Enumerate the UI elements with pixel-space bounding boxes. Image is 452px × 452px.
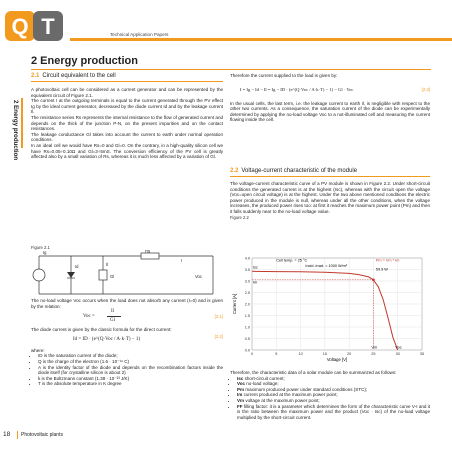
- list-item: • k is the Boltzmann constant (1.38 · 10⁻²³ J/K): [38, 376, 223, 382]
- section-heading-text: Circuit equivalent to the cell: [42, 73, 116, 79]
- paragraph: The voltage-current characteristic curve of a PV module is shown in Figure 2.2. Under short-circuit conditions the generated current is at the highest (Isc), whereas with the circuit open the voltage (Voc=open circuit voltage) is at the highest. Under the two above mentioned conditions the electric power produced in the module is null, whereas under all the other conditions, when the voltage increases, the produced power rises too: at first it reaches the maximum power point (Pm) and then it falls suddenly near to the no-load voltage value.: [230, 181, 430, 214]
- y-tick-label: 2.0: [244, 302, 250, 307]
- page-number: 18: [3, 431, 11, 438]
- header-text: Technical Application Papers: [110, 32, 169, 37]
- x-tick-label: 20: [347, 352, 352, 356]
- sec21-lower: [31, 298, 223, 387]
- annotation-irradiance: Incid. irrad. = 1000 W/m²: [305, 264, 348, 269]
- list-item: • A is the identity factor of the diode and depends on the recombination factors inside the diode itself (for crystalline silicon is about 2): [38, 365, 223, 376]
- paragraph: The diode current is given by the classic formula for the direct current:: [31, 327, 172, 333]
- x-tick-label: 25: [371, 352, 376, 356]
- x-tick-label: 35: [419, 352, 425, 356]
- equation-2-3: [230, 79, 430, 101]
- label-i: I: [181, 258, 183, 263]
- side-label-text: 2 Energy production: [12, 100, 19, 161]
- logo-letter-t: T: [41, 14, 55, 39]
- x-tick-label: 10: [298, 352, 303, 356]
- paragraph: The resistance series Rs represents the internal resistance to the flow of generated current and depends on the thick of the junction P-N, on the present impurities and on the contact resistances.: [31, 114, 223, 132]
- y-axis-label: Current [A]: [232, 293, 237, 315]
- label-voc: Voc: [195, 274, 202, 279]
- annotation-pm-value: 59.9 W: [375, 267, 388, 272]
- section-2-2: [230, 168, 430, 220]
- x-tick-label: 0: [250, 352, 254, 356]
- list-item: • Isc short-circuit current;: [237, 376, 430, 382]
- equation-number: [2.3]: [421, 86, 430, 92]
- equation-2-2: [31, 333, 223, 348]
- paragraph: Therefore, the characteristic data of a solar module can be summarized as follows:: [230, 370, 397, 375]
- footer-text: Photovoltaic plants: [21, 432, 63, 438]
- y-tick-label: 0.0: [244, 348, 250, 353]
- figure-2-2-label: Figure 2.2: [230, 214, 249, 220]
- qt-logo: [3, 3, 69, 49]
- paragraph: The current I at the outgoing terminals is equal to the current generated through the PV effect Ig by the ideal current generator, decreased by the diode current Id and by the leakage current Il.: [31, 98, 223, 115]
- paragraph: The leakage conductance Gl takes into account the current to earth under normal operation conditions.: [31, 131, 223, 143]
- section-rule: [31, 81, 223, 82]
- diode-symbol: [67, 272, 75, 278]
- where-label: where:: [31, 347, 45, 353]
- y-tick-label: 3.5: [244, 267, 250, 272]
- annotation-temp: Cell temp. = 25 °C: [276, 258, 308, 263]
- annotation-voc: Voc: [395, 345, 402, 350]
- y-tick-label: 0.5: [244, 336, 250, 341]
- list-item: • Q is the charge of the electron (1.6 · 10⁻¹⁹ C): [38, 359, 223, 365]
- annotation-isc: Isc: [253, 265, 258, 270]
- page-title: 2 Energy production: [31, 55, 138, 67]
- annotation-pm: Pm = Vm * Im: [375, 258, 400, 263]
- list-item: • Voc no-load voltage;: [237, 381, 430, 387]
- fraction-bar: [107, 316, 121, 317]
- section-number: 2.2: [230, 168, 239, 174]
- label-il: Il: [106, 262, 109, 267]
- x-tick-label: 15: [322, 352, 327, 356]
- annotation-im: Im: [253, 280, 258, 285]
- equivalent-circuit-diagram: [31, 250, 221, 298]
- list-item: • Vm voltage at the maximum power point;: [237, 398, 430, 404]
- list-item: • ID is the saturation current of the diode;: [38, 353, 223, 359]
- iv-characteristic-chart: [230, 254, 430, 366]
- y-tick-label: 3.0: [244, 279, 250, 284]
- y-tick-label: 2.5: [244, 290, 250, 295]
- list-item: • FF filling factor: it is a parameter which determines the form of the characteristic curve V-I and it is the ratio between the maximum power and the product (Voc · Isc) of the no-load voltage multiplied by the short-circuit current.: [237, 404, 430, 421]
- section-heading-text: Voltage-current characteristic of the module: [241, 168, 358, 174]
- paragraph: In the usual cells, the last term, i.e. the leakage current to earth Il, is negligible with respect to the other two currents. As a consequence, the saturation current of the diode can be experimentally determined by applying the no-load voltage Voc to a not-illuminated cell and measuring the current flowing inside the cell.: [230, 100, 430, 123]
- footer-rule: [17, 431, 18, 439]
- annotation-vm: Vm: [371, 345, 378, 350]
- header-band: [70, 38, 452, 41]
- y-tick-label: 4.0: [244, 256, 250, 261]
- section-number: 2.1: [31, 73, 40, 79]
- list-item: • Pm maximum produced power under standard conditions (STC);: [237, 387, 430, 393]
- paragraph: A photovoltaic cell can be considered as a current generator and can be represented by the equivalent circuit of Figure 2.1.: [31, 87, 223, 98]
- equation-2-1: [31, 309, 223, 327]
- label-rs: Rs: [145, 250, 151, 254]
- eq-denominator: Gl: [110, 318, 115, 324]
- constants-list: [31, 353, 223, 387]
- label-ig: Ig: [43, 250, 47, 255]
- section-2-2-heading: [230, 168, 430, 174]
- logo-letter-q: Q: [11, 14, 29, 39]
- paragraph: Therefore the current supplied to the load is given by:: [230, 73, 338, 78]
- sec21-paragraphs: [31, 87, 223, 160]
- paragraph: The no-load voltage Voc occurs when the load does not absorb any current (I=0) and is given by the relation:: [31, 298, 223, 309]
- x-tick-label: 30: [395, 352, 400, 356]
- characteristic-list: [230, 376, 430, 421]
- sec22-lower: [230, 370, 430, 420]
- paragraph: In an ideal cell we would have Rs=0 and Gl=0. On the contrary, in a high-quality silicon cell we have Rs=0.05÷0.10Ω and Gl=3÷5mS. The conversion efficiency of the PV cell is greatly affected also by a small variation of Rs, whereas it is much less affected by a variation of Gl.: [31, 142, 223, 160]
- eq-diode-current: Id = ID · (e^(Q·Voc / A·k·T) − 1): [73, 336, 141, 342]
- equation-number: [2.1]: [214, 314, 223, 320]
- label-id: Id: [75, 264, 79, 269]
- eq-load-current: I = Ig − Id − Il = Ig − ID · (e^(Q·Voc / A·k·T) − 1) − Gl · Voc: [240, 86, 354, 92]
- section-2-1-heading: [31, 73, 223, 79]
- list-item: • T is the absolute temperature in K degree: [38, 381, 223, 387]
- label-gl: Gl: [110, 274, 115, 279]
- eq-lhs: Voc =: [83, 314, 95, 320]
- right-column-top: [230, 73, 430, 123]
- y-tick-label: 1.5: [244, 313, 250, 318]
- section-rule: [230, 176, 430, 177]
- x-axis-label: Voltage [V]: [326, 357, 348, 362]
- max-power-point: [372, 279, 375, 282]
- y-tick-label: 1.0: [244, 325, 250, 330]
- current-source-symbol: [33, 269, 45, 281]
- x-tick-label: 5: [275, 352, 278, 356]
- eq-numerator: Il: [111, 309, 115, 315]
- figure-2-1-label: Figure 2.1: [31, 245, 50, 250]
- title-rule: [31, 69, 431, 70]
- equation-number: [2.2]: [214, 333, 223, 339]
- list-item: • Im current produced at the maximum power point;: [237, 392, 430, 398]
- left-column: [31, 73, 223, 160]
